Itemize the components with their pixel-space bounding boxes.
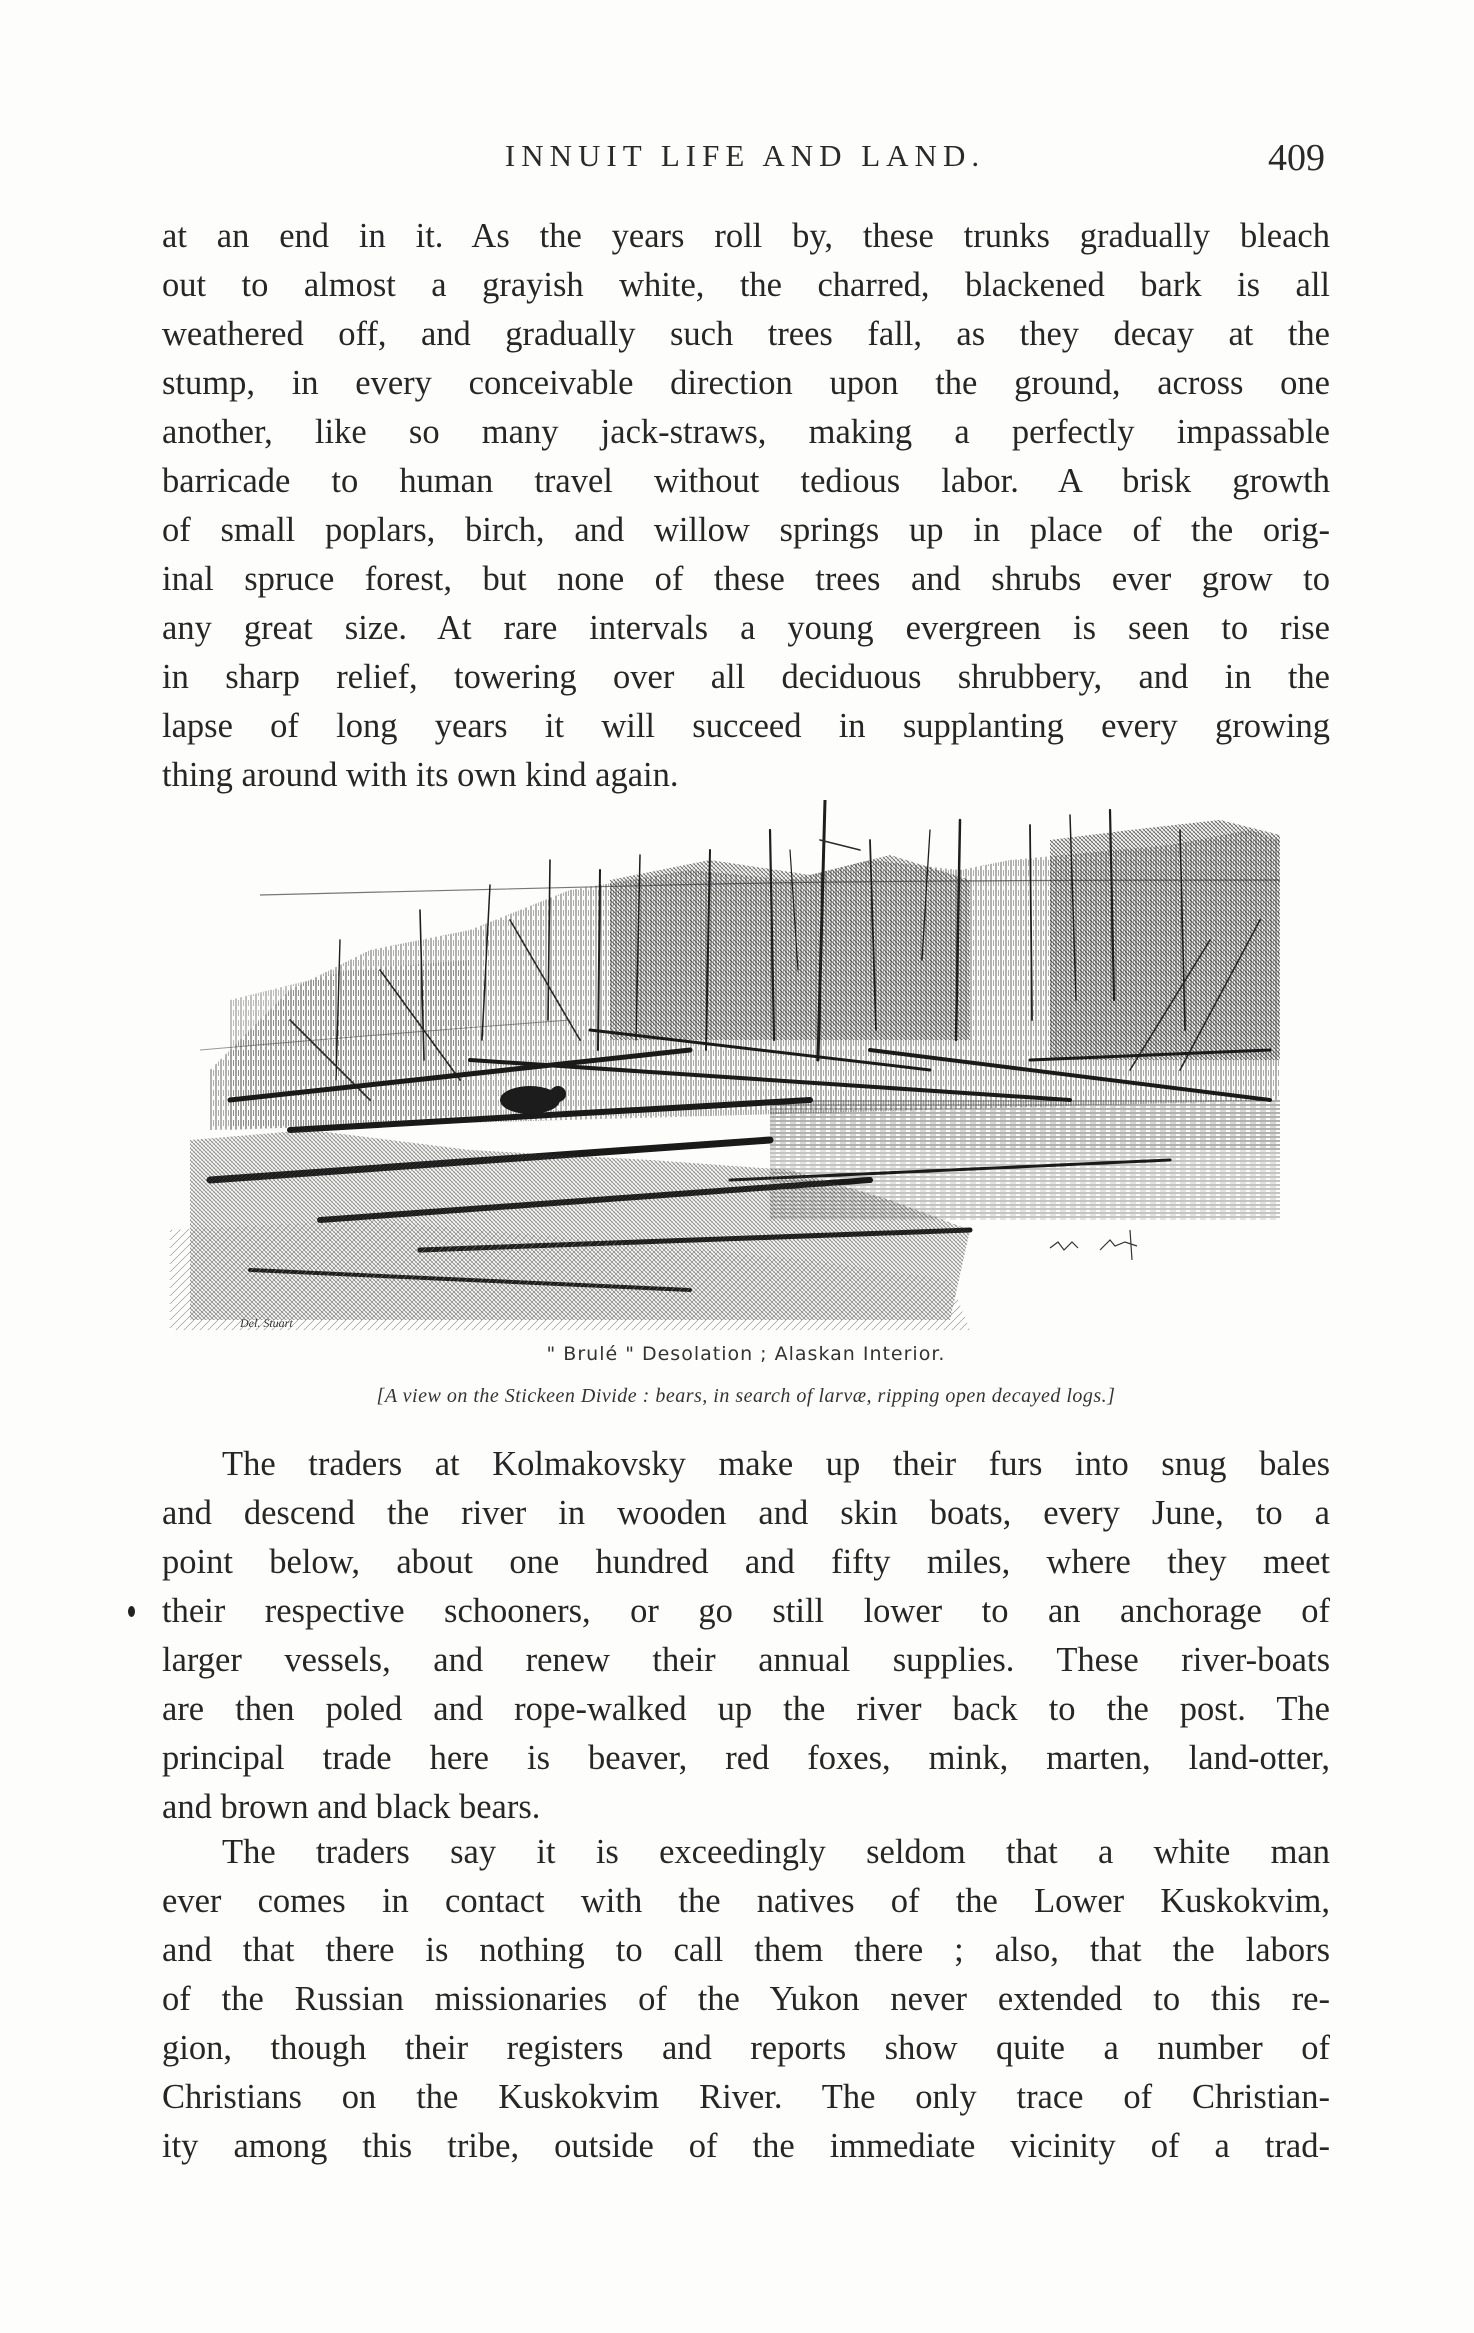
figure-caption-title: " Brulé " Desolation ; Alaskan Interior. bbox=[546, 1343, 946, 1365]
margin-mark bbox=[128, 1606, 135, 1617]
text-line: gion, though their registers and reports show quite a number of bbox=[162, 2029, 1330, 2067]
text-line: ever comes in contact with the natives of the Lower Kuskokvim, bbox=[162, 1882, 1330, 1920]
engraving-illustration bbox=[170, 800, 1320, 1340]
text-line: The traders say it is exceedingly seldom that a white man bbox=[222, 1833, 1330, 1871]
text-line: out to almost a grayish white, the charred, blackened bark is all bbox=[162, 266, 1330, 304]
text-line: of the Russian missionaries of the Yukon never extended to this re- bbox=[162, 1980, 1330, 2018]
text-line: and that there is nothing to call them there ; also, that the labors bbox=[162, 1931, 1330, 1969]
text-line: barricade to human travel without tedious labor. A brisk growth bbox=[162, 462, 1330, 500]
text-line: in sharp relief, towering over all deciduous shrubbery, and in the bbox=[162, 658, 1330, 696]
text-line: at an end in it. As the years roll by, these trunks gradually bleach bbox=[162, 217, 1330, 255]
text-line: any great size. At rare intervals a young evergreen is seen to rise bbox=[162, 609, 1330, 647]
paragraph-2 bbox=[162, 1440, 1330, 1832]
text-line: Christians on the Kuskokvim River. The only trace of Christian- bbox=[162, 2078, 1330, 2116]
text-line: are then poled and rope-walked up the river back to the post. The bbox=[162, 1690, 1330, 1728]
text-line: principal trade here is beaver, red foxes, mink, marten, land-otter, bbox=[162, 1739, 1330, 1777]
text-line: lapse of long years it will succeed in supplanting every growing bbox=[162, 707, 1330, 745]
text-line: thing around with its own kind again. bbox=[162, 756, 679, 794]
text-line: larger vessels, and renew their annual supplies. These river-boats bbox=[162, 1641, 1330, 1679]
text-line: inal spruce forest, but none of these trees and shrubs ever grow to bbox=[162, 560, 1330, 598]
text-line: point below, about one hundred and fifty miles, where they meet bbox=[162, 1543, 1330, 1581]
running-title: INNUIT LIFE AND LAND. bbox=[504, 138, 986, 173]
paragraph-3 bbox=[162, 1828, 1330, 2171]
text-line: ity among this tribe, outside of the immediate vicinity of a trad- bbox=[162, 2127, 1330, 2165]
text-line: The traders at Kolmakovsky make up their furs into snug bales bbox=[222, 1445, 1330, 1483]
text-line: and descend the river in wooden and skin boats, every June, to a bbox=[162, 1494, 1330, 1532]
text-line: their respective schooners, or go still lower to an anchorage of bbox=[162, 1592, 1330, 1630]
text-line: another, like so many jack-straws, making a perfectly impassable bbox=[162, 413, 1330, 451]
text-line: and brown and black bears. bbox=[162, 1788, 541, 1826]
figure-caption-note: [A view on the Stickeen Divide : bears, in search of larvæ, ripping open decayed logs.] bbox=[376, 1385, 1116, 1407]
page-number: 409 bbox=[1268, 137, 1325, 179]
engraver-signature: Del. Stuart bbox=[240, 1316, 293, 1330]
text-line: of small poplars, birch, and willow springs up in place of the orig- bbox=[162, 511, 1330, 549]
paragraph-1 bbox=[162, 212, 1330, 800]
page-header bbox=[165, 138, 1325, 188]
text-line: stump, in every conceivable direction upon the ground, across one bbox=[162, 364, 1330, 402]
text-line: weathered off, and gradually such trees fall, as they decay at the bbox=[162, 315, 1330, 353]
